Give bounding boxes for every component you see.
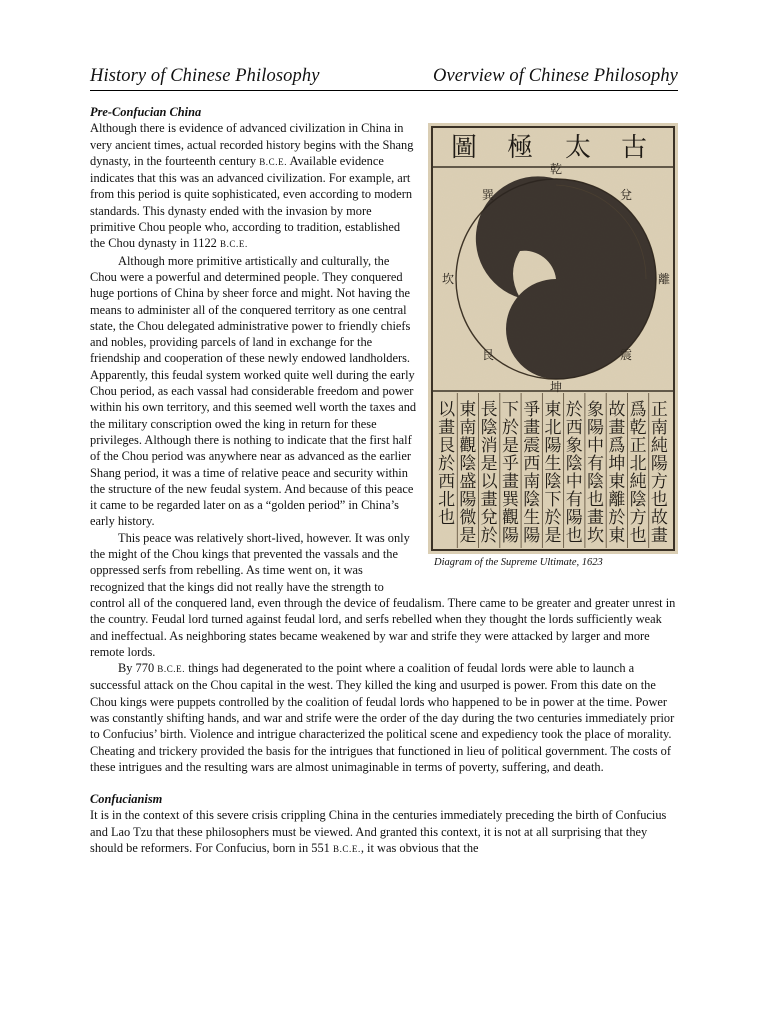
classical-text-column: 長陰消是以畫兌於 <box>480 400 498 546</box>
trigram-label: 艮 <box>481 348 495 362</box>
woodblock-diagram <box>428 123 678 554</box>
trigram-label: 坤 <box>549 380 563 394</box>
trigram-label: 離 <box>657 272 671 286</box>
classical-text-column: 故畫爲坤東離於東 <box>608 400 626 546</box>
figure-title-char: 圖 <box>450 133 478 163</box>
figure-caption: Diagram of the Supreme Ultimate, 1623 <box>434 557 603 568</box>
paragraph: Although there is evidence of advanced civilization in China in very ancient times, actual recorded history begins with the Shang dynasty, in the fourteenth century B.C.E. Available evidence indicates that this was an advanced civilization. For example, art from this period is quite sophisticated, even according to modern standards. This dynasty ended with the invasion by more primitive Chou people who, according to tradition, established the Chou dynasty in 1122 B.C.E. <box>90 121 414 251</box>
classical-text-column: 正南純陽方也故畫 <box>650 400 668 546</box>
paragraph: This peace was relatively short-lived, however. It was only the might of the Chou kings that prevented the vassals and the oppressed serfs from rebelling. As time went on, it was recognized that the kings did not really have the strength to control all of the conquered land, even through the device of feudalism. There came to be greater and greater unrest in the country. Feudal lord turned against feudal lord, and serfs rebelled when they thought the lords sufficiently weak and ineffectual. As neighboring states became weakened by war and strife they were attacked by larger and more remote lords. <box>90 530 676 659</box>
classical-text-column: 東北陽生陰下於是 <box>544 400 562 546</box>
header-chapter-title: Overview of Chinese Philosophy <box>433 66 678 86</box>
trigram-label: 巽 <box>481 188 495 202</box>
trigram-label: 兌 <box>619 188 633 202</box>
classical-text-column: 象陽中有陰也畫坎 <box>587 400 605 546</box>
figure-title-char: 古 <box>620 133 648 163</box>
trigram-label: 坎 <box>441 272 455 286</box>
paragraph: Although more primitive artistically and culturally, the Chou were a powerful and determined people. They conquered huge portions of China by sheer force and might. Not having the means to administer all of the conquered territory as one central state, the Chou delegated administrative power to friendly chiefs and nobles, providing parcels of land in exchange for the friendship and cooperation of these newly endowed landholders. Apparently, this feudal system worked quite well during the early Chou period, as each vassal had considerable freedom and power within his own territory, and this seemed well worth the taxes and the military conscription owed the king in return for these privileges. Although there is nothing to indicate that the first half of the Chou period was anywhere near as advanced as the earlier Shang period, it was a time of relative peace and security within the structure of the new feudal system. And because of this peace it came to be regarded later on as a “golden period” in China’s early history. <box>90 253 417 529</box>
paragraph: By 770 B.C.E. things had degenerated to the point where a coalition of feudal lords were able to launch a successful attack on the Chou capital in the west. They killed the king and usurped is power. From this date on the Chou kings were puppets controlled by the coalition of feudal lords who happened to be in power at the time. Power was constantly shifting hands, and war and strife were the order of the day during the two centuries immediately prior to Confucius’ birth. Violence and intrigue characterized the political scene and expediency took the place of morality. Cheating and trickery provided the basis for the intrigues that functioned in lieu of political government. The costs of these intrigues and the resulting wars are almost unimaginable in terms of poverty, suffering, and death. <box>90 661 675 774</box>
figure-title-char: 極 <box>506 133 534 163</box>
page-body <box>90 104 678 857</box>
classical-text-column: 於西象陰中有陽也 <box>565 400 583 546</box>
header-book-title: History of Chinese Philosophy <box>90 66 320 86</box>
figure-title-char: 太 <box>564 133 592 163</box>
paragraph: It is in the context of this severe crisis crippling China in the centuries immediately preceding the birth of Confucius and Lao Tzu that these philosophers must be viewed. And granted this context, it is not at all surprising that they should be reformers. For Confucius, born in 551 B.C.E., it was obvious that the <box>90 808 667 856</box>
classical-text-column: 以畫艮於西北也 <box>438 400 456 528</box>
classical-text-column: 爲乾正北純陰方也 <box>629 400 647 546</box>
section-heading-pre-confucian: Pre-Confucian China <box>90 105 202 119</box>
running-header <box>90 66 678 91</box>
section-heading-confucianism: Confucianism <box>90 792 163 807</box>
classical-text-column: 東南觀陰盛陽微是 <box>459 400 477 546</box>
trigram-label: 乾 <box>549 162 563 176</box>
classical-text-column: 爭畫震西南陰生陽 <box>523 400 541 546</box>
supreme-ultimate-figure <box>428 123 678 585</box>
trigram-label: 震 <box>619 348 633 362</box>
classical-text-column: 下於是乎畫巽觀陽 <box>501 400 519 546</box>
